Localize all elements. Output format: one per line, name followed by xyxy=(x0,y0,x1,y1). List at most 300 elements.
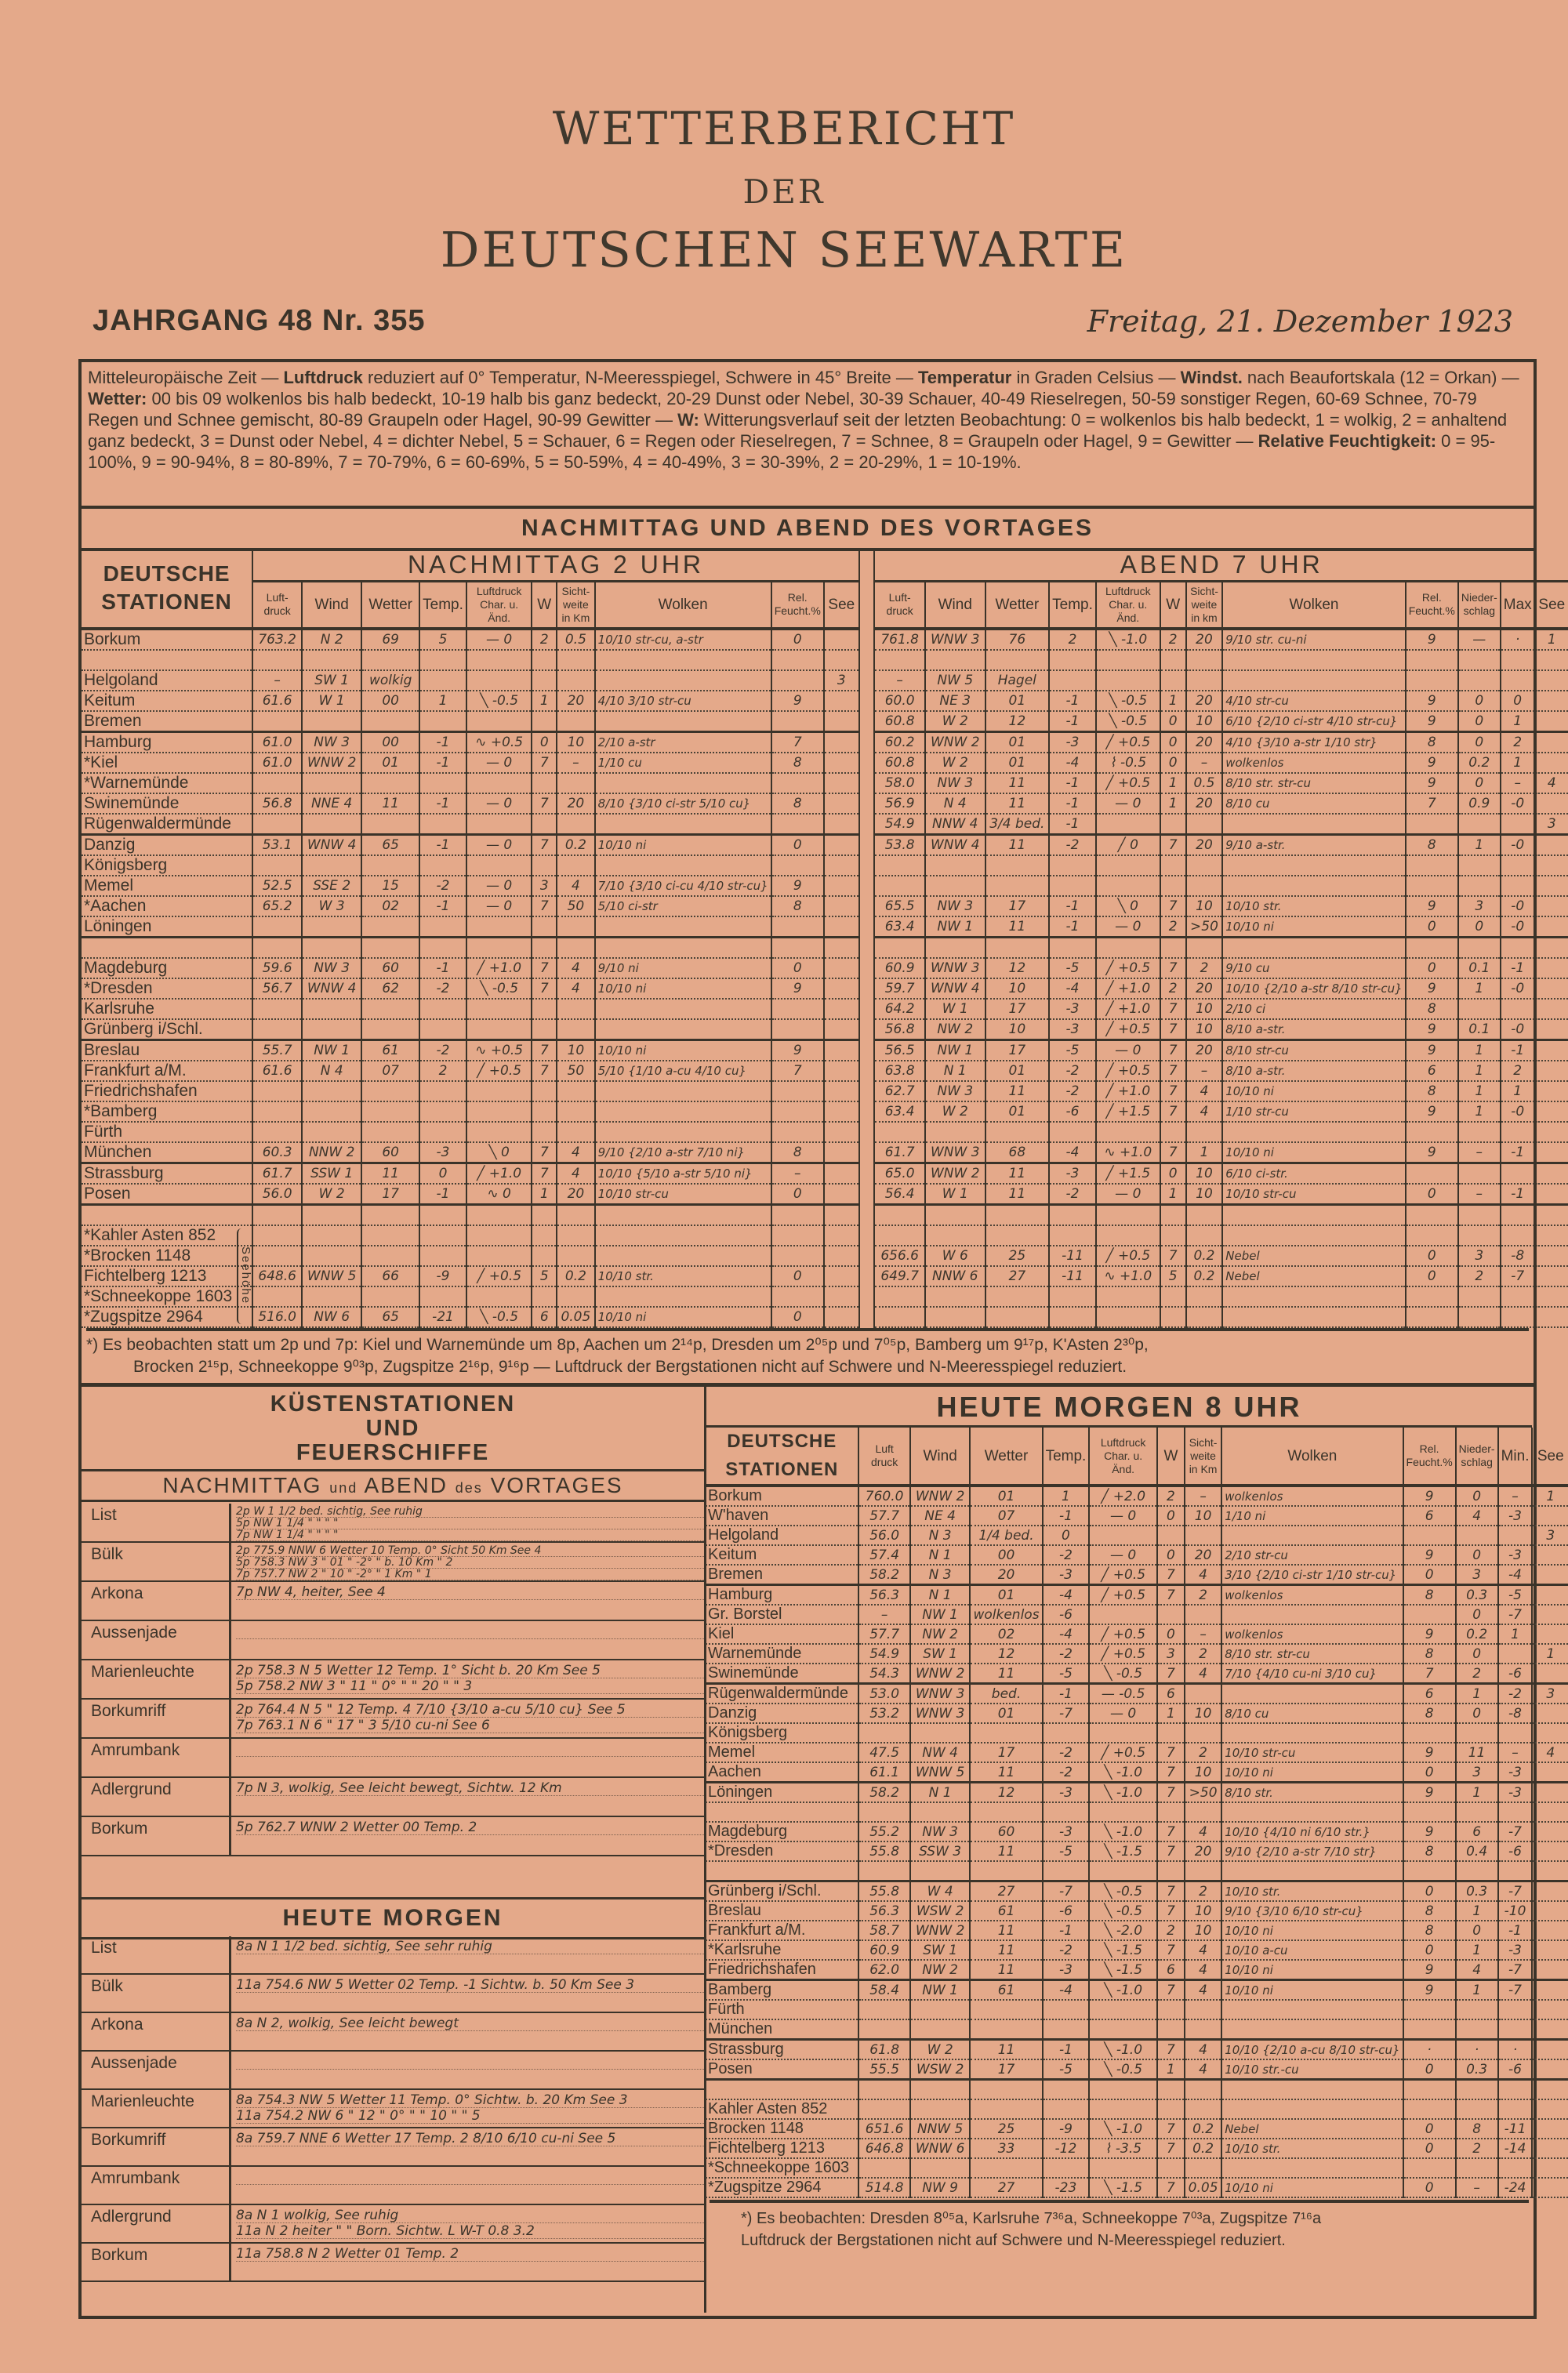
cell-7-uhr: — 0 xyxy=(1096,916,1160,938)
legend-part: 0 = 95-100%, 9 = 90-94%, 8 = 80-89%, 7 = 70-79%, 6 = 60-69%, 5 = 50-59%, 4 = 40-49%, 3 = 30-39%, 2 = 20-29%, 1 = 10-19%. xyxy=(88,431,1496,472)
cell-2-uhr xyxy=(532,1246,557,1266)
cell-8-uhr: 0 xyxy=(1403,1881,1456,1902)
coast-station-row xyxy=(82,1936,704,1975)
cell-7-uhr xyxy=(925,937,985,958)
cell-8-uhr xyxy=(970,2019,1042,2040)
station-name: Fichtelberg 1213 xyxy=(706,2139,858,2158)
cell-2-uhr: 7 xyxy=(532,978,557,999)
title-deutschen-seewarte: DEUTSCHEN SEEWARTE xyxy=(440,221,1128,278)
station-name: Warnemünde xyxy=(706,1644,858,1664)
cell-8-uhr: W 2 xyxy=(910,2040,971,2060)
cell-7-uhr: NW 1 xyxy=(925,916,985,938)
cell-8-uhr: -6 xyxy=(1498,1841,1533,1861)
station-name: Aachen xyxy=(706,1762,858,1783)
cell-8-uhr xyxy=(1498,1644,1533,1664)
cell-7-uhr xyxy=(1535,937,1568,958)
coast-station-row xyxy=(82,2090,704,2128)
column-header: Luftdruck Char. u. Änd. xyxy=(466,582,532,629)
cell-2-uhr: 07 xyxy=(361,1061,419,1081)
cell-8-uhr xyxy=(1403,1861,1456,1881)
cell-7-uhr: 60.2 xyxy=(874,731,925,753)
cell-8-uhr: 57.4 xyxy=(858,1545,909,1565)
cell-7-uhr: 4 xyxy=(1186,1081,1223,1101)
cell-8-uhr: -1 xyxy=(1043,2040,1090,2060)
cell-2-uhr xyxy=(419,773,466,793)
cell-2-uhr xyxy=(361,1101,419,1122)
cell-8-uhr: ╱ +0.5 xyxy=(1089,1644,1157,1664)
column-header: Min. xyxy=(1498,1428,1533,1486)
cell-2-uhr xyxy=(771,937,824,958)
cell-2-uhr: 0 xyxy=(419,1163,466,1184)
coast-station-row xyxy=(82,2205,704,2244)
cell-7-uhr: 9 xyxy=(1406,691,1458,711)
cell-2-uhr: 20 xyxy=(557,1184,595,1205)
column-header: Luftdruck Char. u. Änd. xyxy=(1096,582,1160,629)
cell-8-uhr xyxy=(970,1723,1042,1743)
cell-7-uhr: – xyxy=(1186,1061,1223,1081)
cell-8-uhr xyxy=(1221,2000,1403,2019)
cell-8-uhr xyxy=(1089,1861,1157,1881)
cell-7-uhr: 9/10 cu xyxy=(1222,958,1405,978)
cell-7-uhr xyxy=(1535,1142,1568,1163)
cell-2-uhr: ╱ +1.0 xyxy=(466,958,532,978)
station-name: Danzig xyxy=(706,1704,858,1723)
morning-footnote xyxy=(710,2200,1529,2251)
cell-7-uhr xyxy=(1096,1307,1160,1327)
cell-7-uhr xyxy=(925,1225,985,1246)
table-row xyxy=(82,916,1568,938)
cell-8-uhr xyxy=(910,2158,971,2178)
cell-8-uhr: 55.8 xyxy=(858,1881,909,1902)
cell-2-uhr: 0.2 xyxy=(557,834,595,855)
coast-station-name: Borkumriff xyxy=(82,1700,231,1737)
cell-2-uhr: — 0 xyxy=(466,629,532,650)
cell-7-uhr xyxy=(1535,916,1568,938)
cell-8-uhr: 10 xyxy=(1185,1506,1221,1526)
cell-8-uhr: 57.7 xyxy=(858,1506,909,1526)
cell-2-uhr: -9 xyxy=(419,1266,466,1286)
cell-7-uhr: 9/10 str. cu-ni xyxy=(1222,629,1405,650)
station-name: München xyxy=(706,2019,858,2040)
cell-8-uhr: 0 xyxy=(1403,1940,1456,1960)
station-name: *Karlsruhe xyxy=(706,1940,858,1960)
cell-7-uhr: -3 xyxy=(1049,1019,1096,1040)
cell-8-uhr xyxy=(1089,2080,1157,2100)
cell-8-uhr: 56.3 xyxy=(858,1585,909,1606)
coast-station-name: Aussenjade xyxy=(82,1621,231,1659)
cell-8-uhr: wolkenlos xyxy=(1221,1585,1403,1606)
cell-2-uhr xyxy=(302,1204,361,1225)
cell-8-uhr: SSW 3 xyxy=(910,1841,971,1861)
coast-station-name: Bülk xyxy=(82,1543,231,1580)
cell-8-uhr xyxy=(1089,2000,1157,2019)
cell-8-uhr: SW 1 xyxy=(910,1940,971,1960)
cell-7-uhr: 2 xyxy=(1458,1266,1501,1286)
cell-8-uhr xyxy=(1089,2099,1157,2119)
cell-8-uhr: 10 xyxy=(1185,1762,1221,1783)
cell-8-uhr: 27 xyxy=(970,1881,1042,1902)
cell-2-uhr xyxy=(419,1286,466,1307)
cell-2-uhr xyxy=(824,1061,859,1081)
cell-8-uhr: – xyxy=(1498,1486,1533,1506)
cell-2-uhr: 7 xyxy=(532,958,557,978)
cell-7-uhr xyxy=(1458,1163,1501,1184)
table-row xyxy=(706,2158,1568,2178)
table-row xyxy=(82,999,1568,1019)
cell-2-uhr xyxy=(466,1246,532,1266)
column-header: Luft druck xyxy=(858,1428,909,1486)
cell-7-uhr: -8 xyxy=(1501,1246,1535,1266)
column-header: See xyxy=(824,582,859,629)
cell-2-uhr: 11 xyxy=(361,793,419,814)
cell-7-uhr: -2 xyxy=(1049,1184,1096,1205)
cell-2-uhr: — 0 xyxy=(466,834,532,855)
cell-7-uhr xyxy=(1186,1307,1223,1327)
cell-2-uhr xyxy=(252,937,302,958)
cell-8-uhr: 0 xyxy=(1157,1506,1185,1526)
cell-2-uhr xyxy=(302,999,361,1019)
table-row xyxy=(82,1204,1568,1225)
cell-2-uhr xyxy=(466,1019,532,1040)
cell-2-uhr xyxy=(595,814,771,835)
cell-2-uhr: NW 1 xyxy=(302,1040,361,1061)
cell-8-uhr: WNW 2 xyxy=(910,1921,971,1940)
cell-8-uhr: 10/10 ni xyxy=(1221,1921,1403,1940)
cell-2-uhr: 02 xyxy=(361,896,419,916)
cell-2-uhr: 9/10 ni xyxy=(595,958,771,978)
cell-8-uhr: 7 xyxy=(1157,2119,1185,2139)
cell-2-uhr: 7 xyxy=(771,1061,824,1081)
cell-7-uhr xyxy=(1535,731,1568,753)
cell-7-uhr: WNW 3 xyxy=(925,958,985,978)
cell-2-uhr xyxy=(252,999,302,1019)
cell-7-uhr: -3 xyxy=(1049,1163,1096,1184)
cell-2-uhr xyxy=(824,834,859,855)
cell-7-uhr: 1 xyxy=(1160,1184,1186,1205)
cell-7-uhr: 2 xyxy=(1160,978,1186,999)
cell-7-uhr: -0 xyxy=(1501,834,1535,855)
cell-7-uhr xyxy=(1406,876,1458,896)
station-name: Kahler Asten 852 xyxy=(706,2099,858,2119)
cell-2-uhr xyxy=(419,1225,466,1246)
cell-8-uhr xyxy=(1185,1526,1221,1545)
cell-7-uhr: 0.1 xyxy=(1458,1019,1501,1040)
cell-2-uhr: 20 xyxy=(557,691,595,711)
cell-2-uhr: — 0 xyxy=(466,793,532,814)
cell-2-uhr xyxy=(557,916,595,938)
station-name: Memel xyxy=(706,1743,858,1762)
cell-7-uhr: ╱ +0.5 xyxy=(1096,1061,1160,1081)
cell-2-uhr xyxy=(771,855,824,876)
cell-7-uhr: ╱ +0.5 xyxy=(1096,1246,1160,1266)
cell-7-uhr: 656.6 xyxy=(874,1246,925,1266)
cell-2-uhr xyxy=(361,1204,419,1225)
cell-7-uhr: — xyxy=(1458,629,1501,650)
cell-8-uhr: 8 xyxy=(1403,1704,1456,1723)
cell-2-uhr xyxy=(824,1246,859,1266)
cell-2-uhr: 10/10 ni xyxy=(595,978,771,999)
report-line: 11a 754.6 NW 5 Wetter 02 Temp. -1 Sichtw. b. 50 Km See 3 xyxy=(236,1977,704,1993)
cell-8-uhr: ╲ -1.0 xyxy=(1089,1980,1157,2001)
cell-7-uhr: NW 2 xyxy=(925,1019,985,1040)
cell-2-uhr: ╱ +0.5 xyxy=(466,1061,532,1081)
cell-8-uhr: 0.2 xyxy=(1185,2139,1221,2158)
cell-8-uhr xyxy=(1185,1684,1221,1704)
cell-8-uhr xyxy=(1185,2019,1221,2040)
cell-2-uhr xyxy=(824,1307,859,1327)
cell-8-uhr: 33 xyxy=(970,2139,1042,2158)
cell-2-uhr: 61 xyxy=(361,1040,419,1061)
coast-station-report xyxy=(231,1582,704,1620)
cell-8-uhr: 00 xyxy=(970,1545,1042,1565)
cell-8-uhr: 7/10 {4/10 cu-ni 3/10 cu} xyxy=(1221,1664,1403,1684)
cell-2-uhr xyxy=(824,916,859,938)
report-line: 11a 754.2 NW 6 " 12 " 0° " " 10 " " 5 xyxy=(236,2108,704,2124)
cell-7-uhr: 1 xyxy=(1458,1101,1501,1122)
legend-part: 00 bis 09 wolkenlos bis halb bedeckt, 10-19 halb bis ganz bedeckt, 20-29 Dunst oder Nebel, 30-39 Schauer, 40-49 Rieselregen, 50-59 sonstiger Regen, 60-69 Schnee, 70-79 Regen und Schnee gemischt, 80-89 Graupeln oder Hagel, 90-99 Gewitter — xyxy=(88,389,1477,430)
cell-8-uhr: 0 xyxy=(1157,1545,1185,1565)
cell-7-uhr: 7 xyxy=(1160,1081,1186,1101)
cell-7-uhr: 10/10 {2/10 a-str 8/10 str-cu} xyxy=(1222,978,1405,999)
cell-8-uhr: 8 xyxy=(1403,1901,1456,1921)
cell-2-uhr: 7 xyxy=(532,896,557,916)
cell-8-uhr xyxy=(1221,1802,1403,1822)
cell-2-uhr xyxy=(361,855,419,876)
cell-8-uhr: 54.9 xyxy=(858,1644,909,1664)
cell-7-uhr xyxy=(1222,670,1405,691)
cell-7-uhr: 10 xyxy=(1186,999,1223,1019)
coast-station-name: Amrumbank xyxy=(82,1739,231,1776)
cell-2-uhr xyxy=(302,1101,361,1122)
cell-7-uhr: 1 xyxy=(1458,1061,1501,1081)
cell-7-uhr: 6/10 ci-str. xyxy=(1222,1163,1405,1184)
cell-7-uhr xyxy=(1501,999,1535,1019)
cell-8-uhr xyxy=(1089,1802,1157,1822)
cell-2-uhr xyxy=(557,999,595,1019)
cell-2-uhr: 7 xyxy=(532,1142,557,1163)
cell-7-uhr xyxy=(1186,650,1223,670)
cell-8-uhr: -3 xyxy=(1498,1762,1533,1783)
cell-8-uhr: -5 xyxy=(1043,1841,1090,1861)
cell-7-uhr: 4/10 str-cu xyxy=(1222,691,1405,711)
cell-7-uhr: ╱ +1.0 xyxy=(1096,978,1160,999)
cell-2-uhr xyxy=(557,650,595,670)
cell-2-uhr: 60 xyxy=(361,958,419,978)
cell-2-uhr xyxy=(532,650,557,670)
coast-station-report xyxy=(231,1936,704,1973)
cell-7-uhr: 4 xyxy=(1186,1101,1223,1122)
cell-2-uhr xyxy=(532,711,557,732)
cell-8-uhr xyxy=(1221,2099,1403,2119)
cell-7-uhr: 01 xyxy=(985,1101,1050,1122)
cell-8-uhr xyxy=(858,2158,909,2178)
cell-7-uhr: >50 xyxy=(1186,916,1223,938)
cell-8-uhr: NW 4 xyxy=(910,1743,971,1762)
cell-7-uhr xyxy=(1406,1163,1458,1184)
cell-2-uhr xyxy=(824,1101,859,1122)
subtitle-part: und xyxy=(329,1480,358,1496)
cell-2-uhr: ╲ -0.5 xyxy=(466,978,532,999)
cell-7-uhr xyxy=(1501,1122,1535,1142)
cell-2-uhr xyxy=(252,1225,302,1246)
cell-7-uhr xyxy=(874,1204,925,1225)
table-row xyxy=(706,1762,1568,1783)
table-row xyxy=(706,1881,1568,1902)
cell-7-uhr: -0 xyxy=(1501,793,1535,814)
cell-2-uhr: 0 xyxy=(771,834,824,855)
cell-7-uhr xyxy=(1535,670,1568,691)
cell-7-uhr: -1 xyxy=(1501,1040,1535,1061)
table-row xyxy=(82,814,1568,835)
cell-2-uhr xyxy=(302,1225,361,1246)
cell-8-uhr xyxy=(1157,1526,1185,1545)
cell-2-uhr xyxy=(771,1286,824,1307)
cell-2-uhr xyxy=(824,650,859,670)
cell-2-uhr xyxy=(824,896,859,916)
column-header: See xyxy=(1532,1428,1568,1486)
coast-station-row xyxy=(82,1621,704,1660)
cell-8-uhr xyxy=(1532,1940,1568,1960)
cell-8-uhr: 10/10 {2/10 a-cu 8/10 str-cu} xyxy=(1221,2040,1403,2060)
cell-7-uhr xyxy=(1535,1081,1568,1101)
cell-7-uhr: -1 xyxy=(1049,814,1096,835)
cell-7-uhr xyxy=(1049,670,1096,691)
coast-station-row xyxy=(82,2013,704,2052)
cell-2-uhr xyxy=(824,1122,859,1142)
cell-8-uhr: 2 xyxy=(1157,1921,1185,1940)
cell-7-uhr: 0.1 xyxy=(1458,958,1501,978)
coast-station-report xyxy=(231,1660,704,1698)
cell-7-uhr: -0 xyxy=(1501,1019,1535,1040)
cell-8-uhr: -4 xyxy=(1043,1980,1090,2001)
cell-8-uhr: 56.0 xyxy=(858,1526,909,1545)
cell-8-uhr: NW 9 xyxy=(910,2178,971,2197)
cell-2-uhr: 7 xyxy=(532,1163,557,1184)
cell-2-uhr xyxy=(532,1101,557,1122)
coast-station-row xyxy=(82,1817,704,1856)
cell-8-uhr: WNW 3 xyxy=(910,1684,971,1704)
cell-8-uhr: NW 3 xyxy=(910,1822,971,1841)
cell-2-uhr xyxy=(824,1163,859,1184)
cell-2-uhr xyxy=(466,814,532,835)
cell-7-uhr: 1 xyxy=(1501,1081,1535,1101)
cell-7-uhr: 0 xyxy=(1458,916,1501,938)
cell-2-uhr xyxy=(466,711,532,732)
cell-8-uhr: -7 xyxy=(1498,1822,1533,1841)
cell-2-uhr xyxy=(302,1019,361,1040)
cell-2-uhr xyxy=(557,1225,595,1246)
table-row xyxy=(82,958,1568,978)
cell-8-uhr xyxy=(1403,2080,1456,2100)
cell-2-uhr: 10/10 ni xyxy=(595,1307,771,1327)
cell-8-uhr: 10/10 {4/10 ni 6/10 str.} xyxy=(1221,1822,1403,1841)
cell-8-uhr: -11 xyxy=(1498,2119,1533,2139)
cell-2-uhr xyxy=(771,650,824,670)
cell-2-uhr xyxy=(771,711,824,732)
cell-8-uhr: -10 xyxy=(1498,1901,1533,1921)
station-name: Swinemünde xyxy=(706,1664,858,1684)
cell-2-uhr xyxy=(824,1184,859,1205)
cell-8-uhr: 10/10 ni xyxy=(1221,1762,1403,1783)
cell-7-uhr: 7 xyxy=(1160,1019,1186,1040)
cell-7-uhr: 8/10 str-cu xyxy=(1222,1040,1405,1061)
cell-7-uhr xyxy=(874,937,925,958)
cell-2-uhr xyxy=(419,999,466,1019)
report-line: 5p NW 1 1/4 " " " " xyxy=(236,1518,704,1529)
table-row xyxy=(706,1723,1568,1743)
cell-7-uhr: 8 xyxy=(1406,834,1458,855)
cell-2-uhr xyxy=(419,1122,466,1142)
cell-8-uhr xyxy=(1185,1723,1221,1743)
cell-8-uhr: 1 xyxy=(1157,2059,1185,2080)
issue-date: Freitag, 21. Dezember 1923 xyxy=(1087,304,1513,339)
cell-2-uhr xyxy=(595,1122,771,1142)
cell-2-uhr: 10/10 {5/10 a-str 5/10 ni} xyxy=(595,1163,771,1184)
cell-2-uhr xyxy=(419,1246,466,1266)
cell-2-uhr: 6 xyxy=(532,1307,557,1327)
cell-2-uhr xyxy=(595,711,771,732)
coast-station-row xyxy=(82,1660,704,1700)
cell-7-uhr xyxy=(1535,753,1568,773)
cell-8-uhr: NE 4 xyxy=(910,1506,971,1526)
table-row xyxy=(82,1101,1568,1122)
cell-8-uhr: ⌇ -3.5 xyxy=(1089,2139,1157,2158)
cell-8-uhr: 58.2 xyxy=(858,1565,909,1585)
cell-7-uhr: W 2 xyxy=(925,1101,985,1122)
cell-7-uhr: 1 xyxy=(1160,691,1186,711)
cell-2-uhr xyxy=(532,773,557,793)
cell-8-uhr xyxy=(1221,2080,1403,2100)
legend-part: Witterungsverlauf seit der letzten Beobachtung: 0 = wolkenlos bis halb bedeckt, 1 = wolkig, 2 = anhaltend ganz bedeckt, 3 = Dunst oder Nebel, 4 = dichter Nebel, 5 = Schauer, 6 = Regen oder Rieselregen, 7 = Schnee, 8 = Graupeln oder Hagel, 9 = Gewitter — xyxy=(88,410,1508,451)
cell-7-uhr: 12 xyxy=(985,711,1050,732)
table-row xyxy=(82,1307,1568,1327)
cell-8-uhr xyxy=(1532,1901,1568,1921)
cell-7-uhr: -7 xyxy=(1501,1266,1535,1286)
station-name: München xyxy=(82,1142,252,1163)
report-line: 8a 759.7 NNE 6 Wetter 17 Temp. 2 8/10 6/10 cu-ni See 5 xyxy=(236,2131,704,2146)
cell-2-uhr xyxy=(557,711,595,732)
coast-station-row xyxy=(82,2167,704,2205)
cell-7-uhr: 0 xyxy=(1160,711,1186,732)
cell-2-uhr: 9 xyxy=(771,876,824,896)
cell-2-uhr: 2 xyxy=(532,629,557,650)
cell-7-uhr: 1 xyxy=(1458,978,1501,999)
coast-station-name: Arkona xyxy=(82,2013,231,2050)
report-line: 11a N 2 heiter " " Born. Sichtw. L W-T 0.8 3.2 xyxy=(236,2223,704,2239)
cell-7-uhr: 17 xyxy=(985,999,1050,1019)
cell-2-uhr: WNW 2 xyxy=(302,753,361,773)
cell-7-uhr xyxy=(1458,1122,1501,1142)
cell-2-uhr xyxy=(252,1122,302,1142)
cell-7-uhr: ╱ 0 xyxy=(1096,834,1160,855)
cell-8-uhr: 2 xyxy=(1185,1644,1221,1664)
cell-2-uhr: 7 xyxy=(532,834,557,855)
cell-2-uhr xyxy=(466,1122,532,1142)
cell-8-uhr: 10/10 ni xyxy=(1221,1960,1403,1980)
cell-8-uhr: -8 xyxy=(1498,1704,1533,1723)
cell-7-uhr xyxy=(1160,1286,1186,1307)
cell-2-uhr: 53.1 xyxy=(252,834,302,855)
cell-8-uhr xyxy=(1498,2099,1533,2119)
cell-7-uhr: 56.5 xyxy=(874,1040,925,1061)
cell-7-uhr xyxy=(1458,814,1501,835)
cell-8-uhr: 9 xyxy=(1403,1545,1456,1565)
cell-8-uhr: 10/10 str.-cu xyxy=(1221,2059,1403,2080)
cell-8-uhr xyxy=(1157,1723,1185,1743)
cell-2-uhr xyxy=(595,1101,771,1122)
station-name: Königsberg xyxy=(706,1723,858,1743)
cell-7-uhr: 9 xyxy=(1406,1040,1458,1061)
